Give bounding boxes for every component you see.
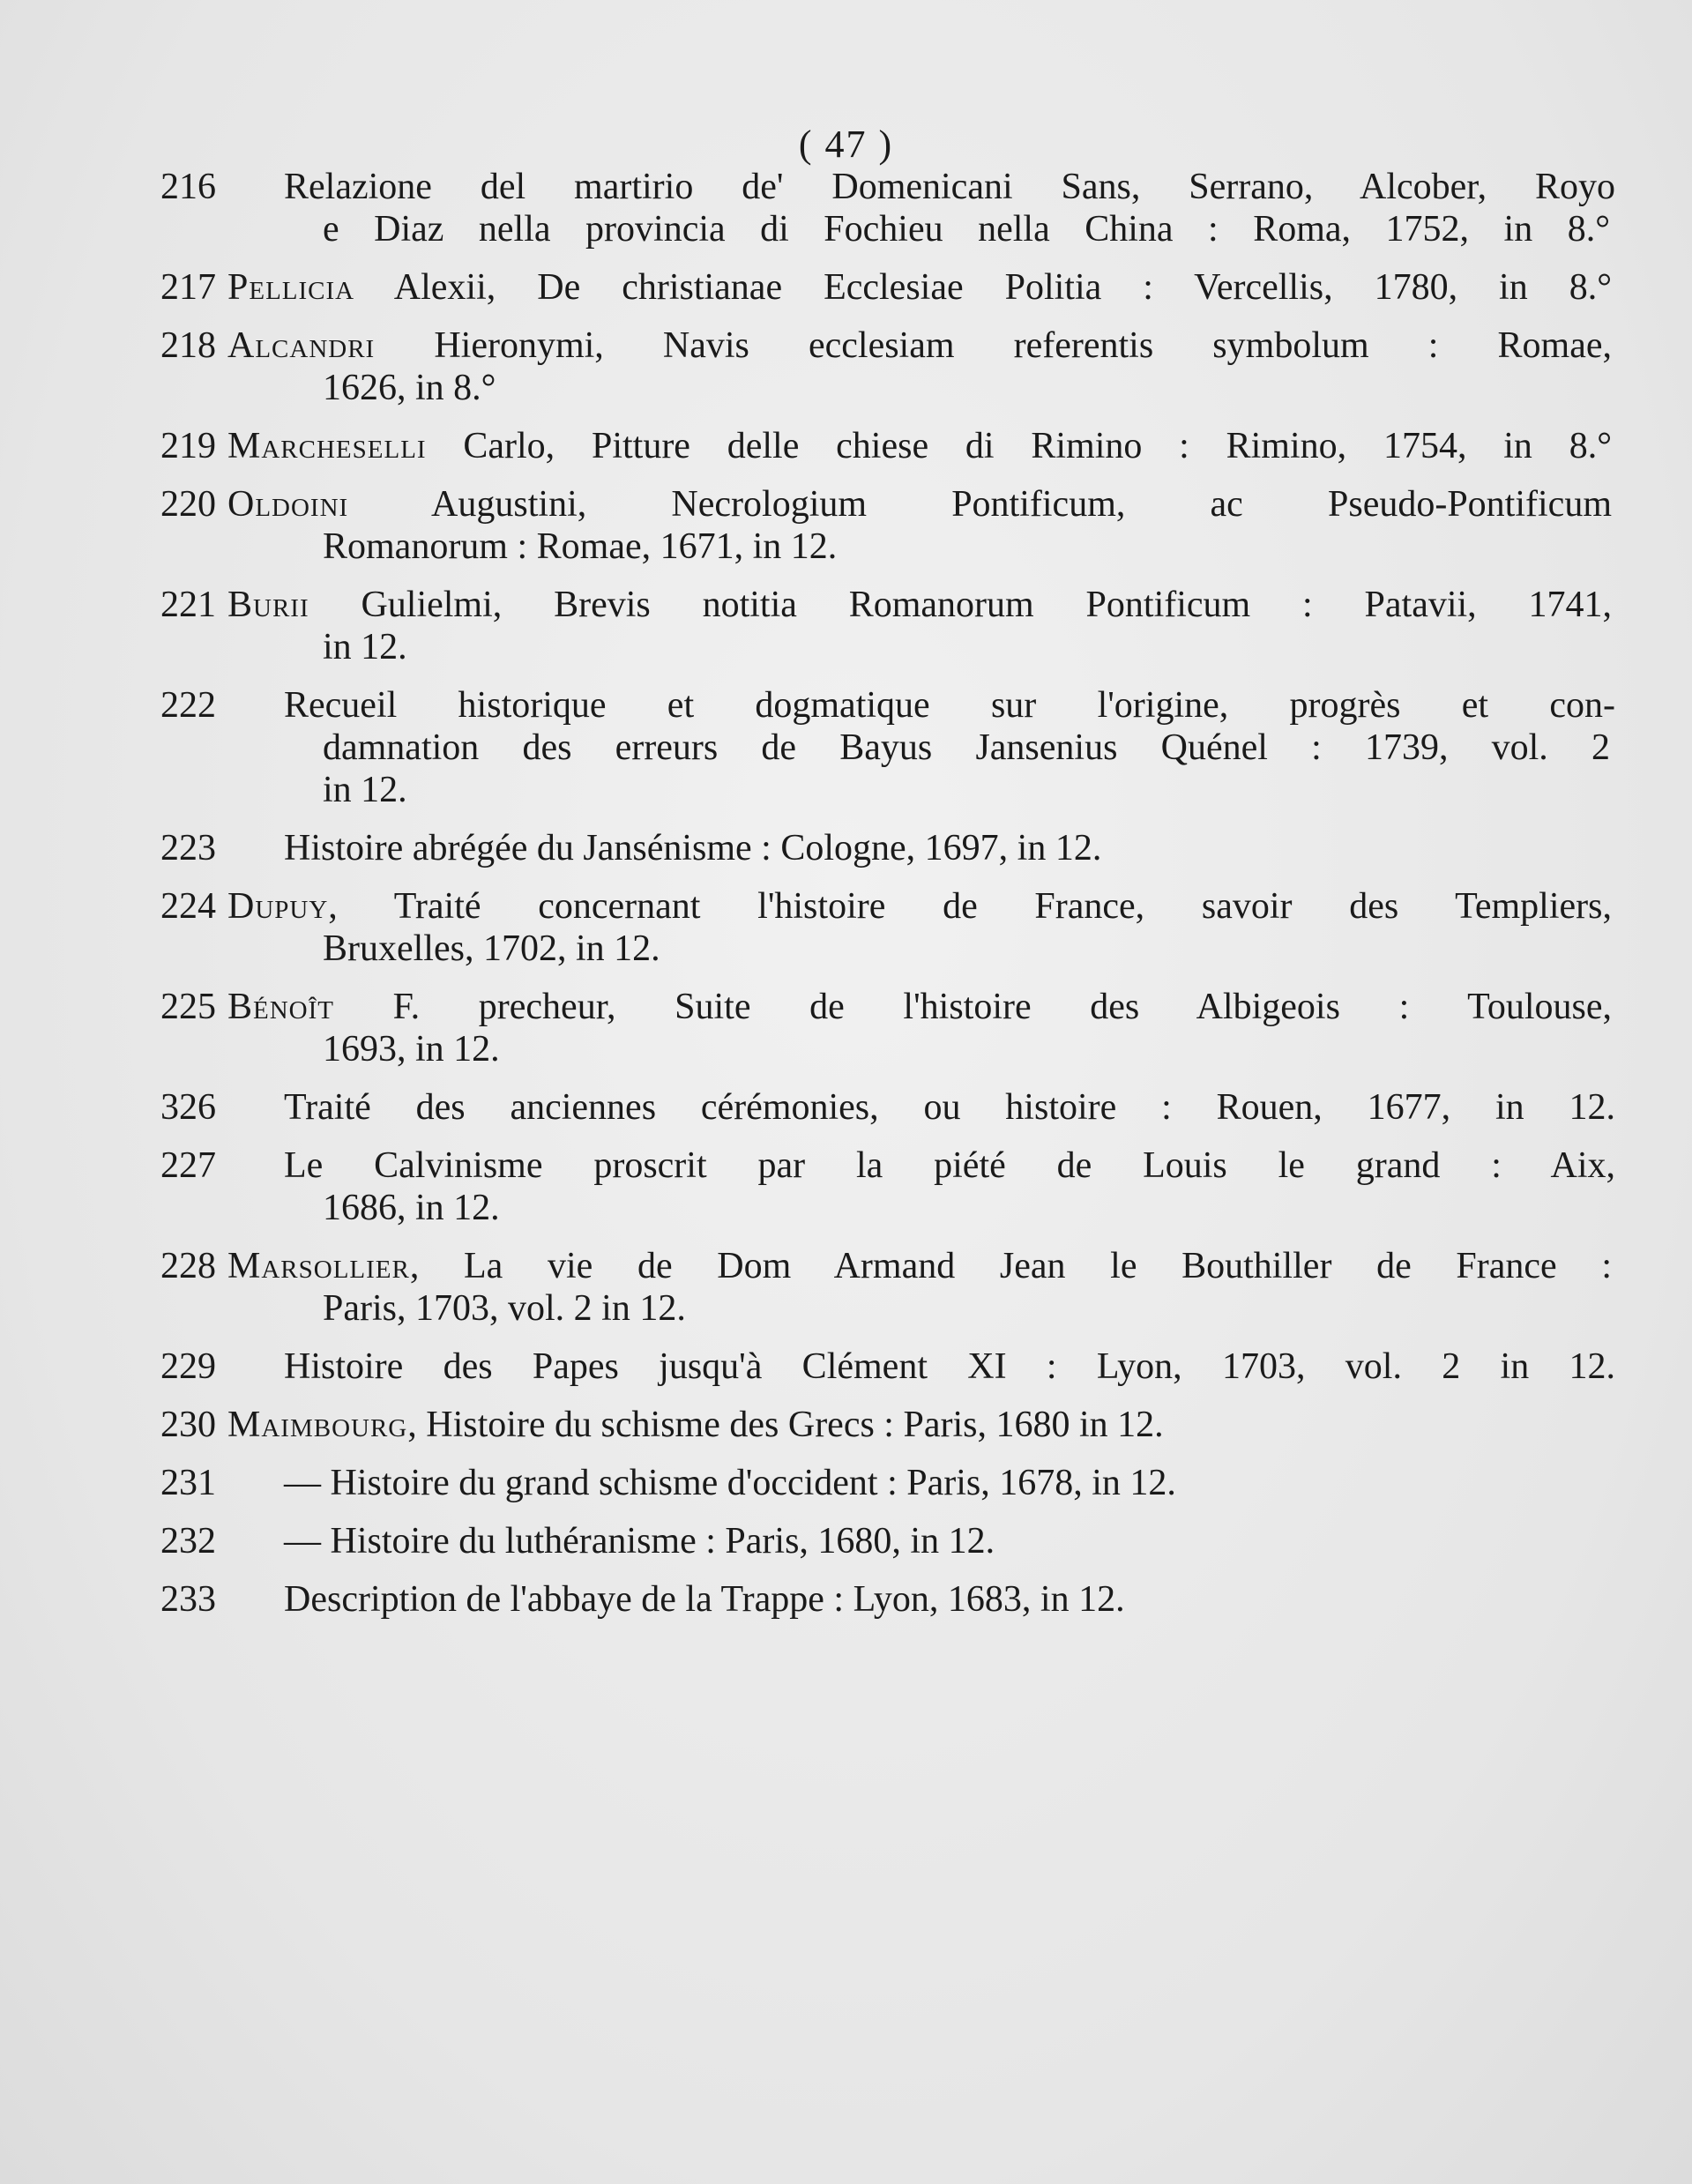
entry-text: F. precheur, Suite de l'histoire des Albigeois : Toulouse, xyxy=(334,987,1612,1027)
entry-line: Traité des anciennes cérémonies, ou histoire : Rouen, 1677, in 12. xyxy=(284,1087,1615,1128)
entry-text: Carlo, Pitture delle chiese di Rimino : Rimino, 1754, in 8.° xyxy=(426,426,1612,466)
entry-number: 219 xyxy=(160,426,216,466)
entry-number: 227 xyxy=(160,1145,216,1186)
catalog-entry xyxy=(0,425,1692,467)
entry-line xyxy=(0,1245,1612,1287)
entry-number: 217 xyxy=(160,267,216,308)
entry-author: Maimbourg xyxy=(227,1405,408,1445)
entry-number: 216 xyxy=(160,167,216,207)
entry-line xyxy=(0,425,1612,467)
entry-line: Paris, 1703, vol. 2 in 12. xyxy=(323,1288,686,1329)
entry-line: Romanorum : Romae, 1671, in 12. xyxy=(323,526,838,567)
entry-number: 233 xyxy=(160,1579,216,1620)
entry-line: 1686, in 12. xyxy=(323,1188,500,1228)
entry-author: Alcandri xyxy=(227,325,376,366)
entry-line xyxy=(0,1404,1692,1446)
entry-author: Pellicia xyxy=(227,267,355,308)
entry-line xyxy=(0,986,1612,1028)
entry-number: 218 xyxy=(160,325,216,366)
entry-text: , La vie de Dom Armand Jean le Bouthiller de France : xyxy=(409,1246,1612,1286)
entry-number: 228 xyxy=(160,1246,216,1286)
entry-line: 1626, in 8.° xyxy=(323,368,496,408)
entry-number: 231 xyxy=(160,1463,216,1503)
catalog-entry xyxy=(0,684,1692,811)
catalog-entry xyxy=(0,324,1692,409)
catalog-entries xyxy=(0,166,1692,1636)
page-number: ( 47 ) xyxy=(798,123,894,166)
entry-line: — Histoire du grand schisme d'occident : Paris, 1678, in 12. xyxy=(284,1463,1176,1503)
catalog-entry xyxy=(0,584,1692,668)
entry-number: 224 xyxy=(160,886,216,927)
entry-text: Alexii, De christianae Ecclesiae Politia : Vercellis, 1780, in 8.° xyxy=(354,267,1612,308)
entry-line xyxy=(0,266,1612,309)
catalog-entry xyxy=(0,885,1692,970)
entry-author: Marsollier xyxy=(227,1246,410,1286)
entry-text: Augustini, Necrologium Pontificum, ac Pseudo-Pontificum xyxy=(348,484,1612,525)
catalog-entry xyxy=(0,266,1692,309)
catalog-entry xyxy=(0,1086,1692,1129)
entry-number: 221 xyxy=(160,585,216,625)
entry-author: Bénoît xyxy=(227,987,334,1027)
entry-line: Histoire abrégée du Jansénisme : Cologne, 1697, in 12. xyxy=(284,828,1102,868)
catalog-entry xyxy=(0,1144,1692,1229)
entry-line: — Histoire du luthéranisme : Paris, 1680, in 12. xyxy=(284,1521,995,1562)
catalog-entry xyxy=(0,1520,1692,1562)
entry-line: Description de l'abbaye de la Trappe : Lyon, 1683, in 12. xyxy=(284,1579,1125,1620)
entry-line xyxy=(0,324,1612,367)
entry-line: Bruxelles, 1702, in 12. xyxy=(323,928,660,969)
entry-line: in 12. xyxy=(323,627,407,667)
entry-number: 220 xyxy=(160,484,216,525)
entry-line: in 12. xyxy=(323,770,407,810)
entry-line: Recueil historique et dogmatique sur l'origine, progrès et con- xyxy=(284,685,1615,726)
catalog-entry xyxy=(0,1578,1692,1621)
entry-line: 1693, in 12. xyxy=(323,1029,500,1070)
entry-number: 225 xyxy=(160,987,216,1027)
entry-line xyxy=(0,483,1612,526)
entry-line xyxy=(0,584,1612,626)
entry-number: 223 xyxy=(160,828,216,868)
entry-line: damnation des erreurs de Bayus Jansenius Quénel : 1739, vol. 2 xyxy=(323,727,1610,768)
entry-number: 326 xyxy=(160,1087,216,1128)
catalog-entry xyxy=(0,166,1692,250)
entry-number: 229 xyxy=(160,1346,216,1387)
entry-author: Marcheselli xyxy=(227,426,427,466)
entry-number: 232 xyxy=(160,1521,216,1562)
catalog-entry xyxy=(0,1404,1692,1446)
entry-line: Le Calvinisme proscrit par la piété de Louis le grand : Aix, xyxy=(284,1145,1615,1186)
entry-line: Relazione del martirio de' Domenicani Sans, Serrano, Alcober, Royo xyxy=(284,167,1615,207)
entry-text: , Traité concernant l'histoire de France, savoir des Templiers, xyxy=(328,886,1612,927)
entry-number: 230 xyxy=(160,1405,216,1445)
entry-author: Oldoini xyxy=(227,484,349,525)
entry-number: 222 xyxy=(160,685,216,726)
entry-line xyxy=(0,885,1612,928)
catalog-entry xyxy=(0,986,1692,1070)
catalog-entry xyxy=(0,483,1692,568)
entry-author: Burii xyxy=(227,585,309,625)
entry-author: Dupuy xyxy=(227,886,329,927)
entry-line: e Diaz nella provincia di Fochieu nella China : Roma, 1752, in 8.° xyxy=(323,209,1610,250)
entry-text: Hieronymi, Navis ecclesiam referentis symbolum : Romae, xyxy=(375,325,1612,366)
catalog-entry xyxy=(0,1245,1692,1330)
catalog-entry xyxy=(0,827,1692,869)
entry-text: , Histoire du schisme des Grecs : Paris, 1680 in 12. xyxy=(407,1405,1164,1445)
catalog-entry xyxy=(0,1462,1692,1504)
catalog-entry xyxy=(0,1345,1692,1388)
entry-line: Histoire des Papes jusqu'à Clément XI : Lyon, 1703, vol. 2 in 12. xyxy=(284,1346,1615,1387)
entry-text: Gulielmi, Brevis notitia Romanorum Pontificum : Patavii, 1741, xyxy=(309,585,1612,625)
